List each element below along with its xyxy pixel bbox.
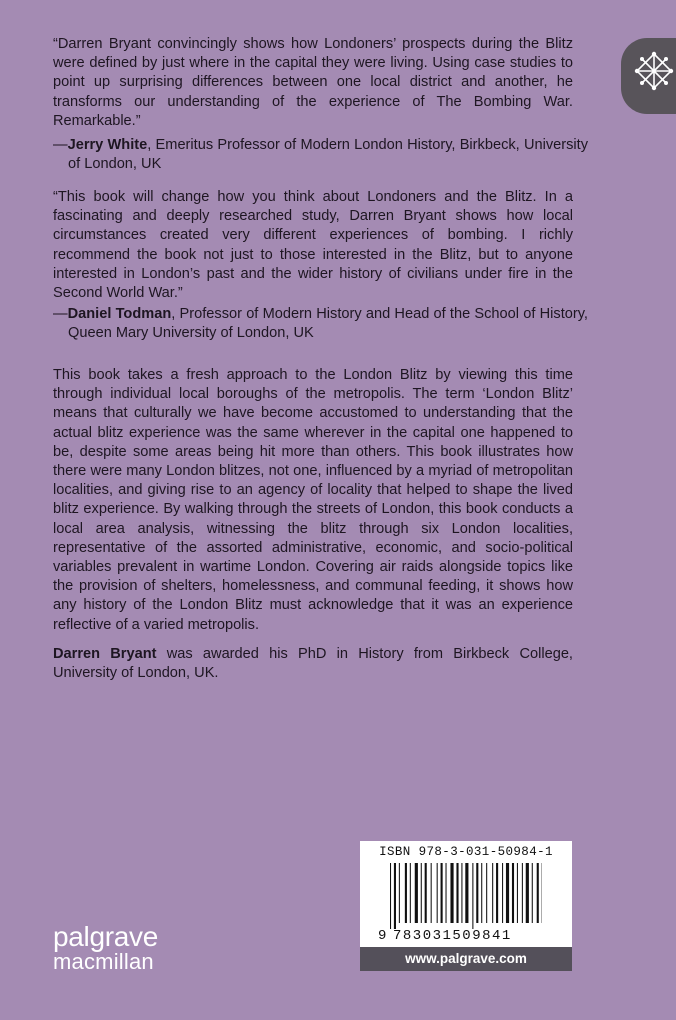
barcode-bar [537, 863, 539, 923]
barcode-bar [415, 863, 418, 923]
barcode-bar [532, 863, 533, 923]
logo-line-palgrave: palgrave [53, 921, 159, 952]
book-description: This book takes a fresh approach to the London Blitz by viewing this time through individual local boroughs of the metropolis. The term ‘London Blitz’ means that culturally we have become accustomed to understanding that the actual blitz experience was the same wherever in the capital one happened to be, despite some areas being hit more than others. This book illustrates how there were many London blitzes, not one, influenced by a myriad of metropolitan localities, and giving rise to an agency of locality that helped to shape the lived blitz experience. By walking through the streets of London, this book conducts a local area analysis, witnessing the blitz through six London localities, representative of the assorted administrative, economic, and socio-political variables prevalent in wartime London. Covering air raids alongside topics like the provision of shelters, homelessness, and communal feeding, it shows how any history of the London Blitz must acknowledge that it was an experience reflective of a varied metropolis. [53, 367, 573, 633]
barcode-bar [476, 863, 478, 923]
barcode-bar [472, 863, 473, 929]
author-bio [53, 645, 573, 683]
barcode-bar [421, 863, 422, 923]
isbn-first-digit: 9 [378, 928, 387, 944]
barcode-bar [481, 863, 482, 923]
barcode-bar [399, 863, 400, 923]
barcode-icon [390, 863, 542, 929]
barcode-bar [450, 863, 453, 923]
barcode-bar [502, 863, 503, 923]
attribution-author: Jerry White [67, 137, 148, 153]
palgrave-badge [621, 38, 676, 114]
barcode-bar [405, 863, 407, 923]
barcode-bar [506, 863, 509, 923]
barcode-bar [437, 863, 438, 923]
barcode-bar [496, 863, 498, 923]
barcode-bar [492, 863, 493, 923]
barcode-bar [390, 863, 391, 929]
attribution-author: Daniel Todman [67, 306, 172, 322]
barcode-bar [461, 863, 462, 923]
barcode-bar [522, 863, 523, 923]
bio-text: was awarded his PhD in History from Birkbeck College, University of London, UK. [53, 646, 573, 682]
barcode-bar [456, 863, 458, 923]
attribution-dash: — [53, 137, 68, 153]
barcode-bar [431, 863, 432, 923]
quote-todman-text: “This book will change how you think about Londoners and the Blitz. In a fascinating and deeply researched study, Darren Bryant shows how local circumstances created very different experiences of bombing. I richly recommend the book not just to those interested in the Blitz, but to anyone interested in London’s past and the wider history of civilians under fire in the Second World War.” [53, 189, 573, 302]
attribution-dash: — [53, 306, 68, 322]
barcode-bar [446, 863, 447, 923]
isbn-label: ISBN 978-3-031-50984-1 [379, 845, 553, 859]
barcode-bar [410, 863, 411, 923]
attribution-affiliation: , Professor of Modern History and Head of the School of History, Queen Mary University of London, UK [68, 306, 588, 342]
isbn-barcode-box [360, 841, 572, 947]
barcode-bar [441, 863, 443, 923]
logo-line-macmillan: macmillan [53, 949, 154, 974]
bio-author-name: Darren Bryant [53, 646, 157, 662]
barcode-bar [394, 863, 396, 929]
barcode-bar [512, 863, 514, 923]
palgrave-network-icon [631, 48, 676, 94]
quote-white-text: “Darren Bryant convincingly shows how Londoners’ prospects during the Blitz were defined by just where in the capital they were living. Using case studies to point up surprising differences between one local district and another, he transforms our understanding of the experience of The Bombing War. Remarkable.” [53, 36, 573, 129]
quote-white-attribution [53, 136, 588, 174]
palgrave-macmillan-logo [53, 921, 159, 974]
barcode-bar [517, 863, 518, 923]
barcode-bar [425, 863, 427, 923]
barcode-bar [486, 863, 487, 923]
isbn-remaining-digits: 783031509841 [393, 928, 512, 944]
barcode-bar [465, 863, 468, 923]
attribution-affiliation: , Emeritus Professor of Modern London History, Birkbeck, University of London, UK [68, 137, 589, 173]
quote-todman-attribution [53, 305, 588, 343]
publisher-url[interactable]: www.palgrave.com [360, 947, 572, 971]
barcode-bar [526, 863, 529, 923]
